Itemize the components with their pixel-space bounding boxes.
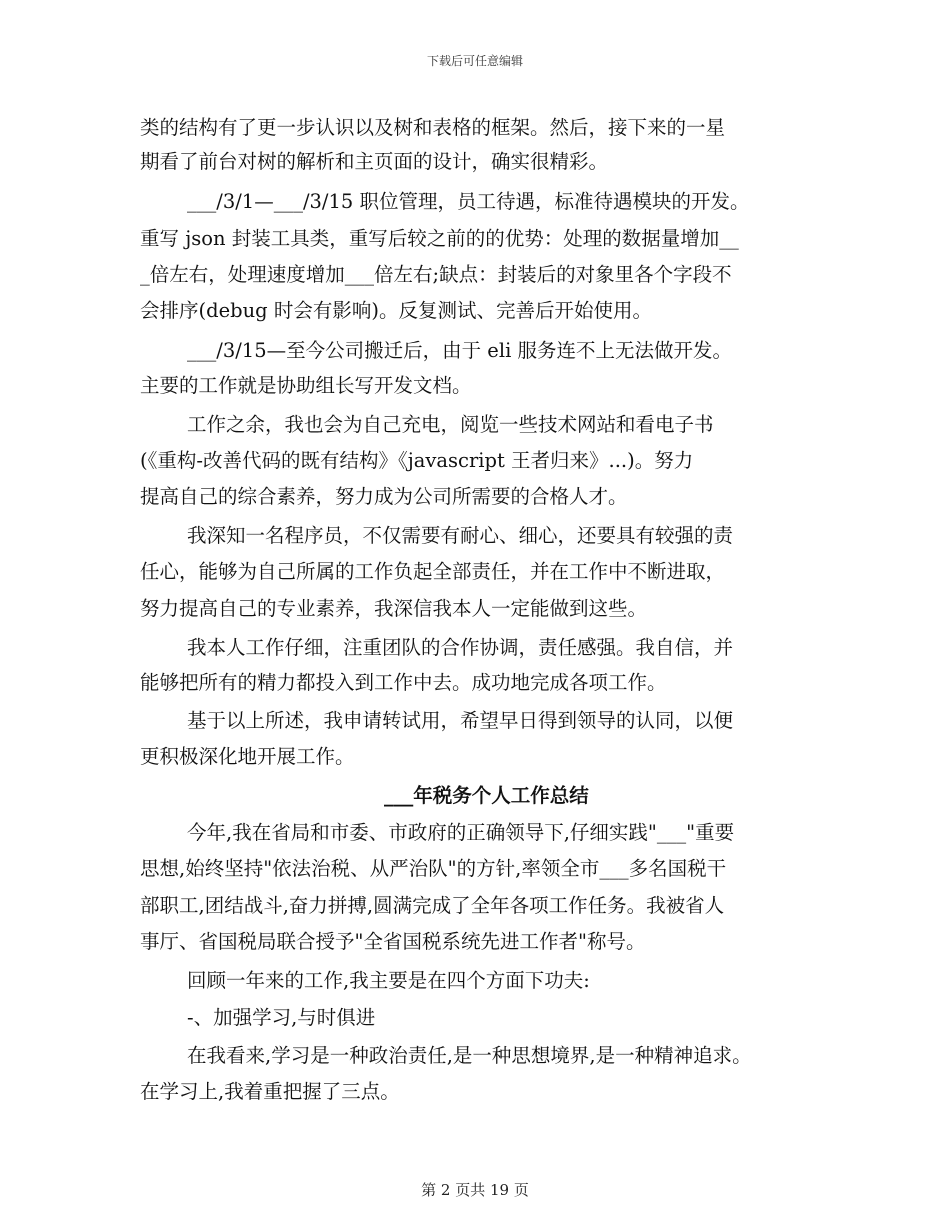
text-line-8: 主要的工作就是协助组长写开发文档。 — [140, 374, 472, 397]
text-line-7: ___/3/15—至今公司搬迁后，由于 eli 服务连不上无法做开发。 — [187, 339, 733, 362]
text-line-19: 今年,我在省局和市委、市政府的正确领导下,仔细实践"___"重要 — [187, 821, 735, 844]
text-line-21: 部职工,团结战斗,奋力拼搏,圆满完成了全年各项工作任务。我被省人 — [140, 894, 725, 917]
text-line-16: 能够把所有的精力都投入到工作中去。成功地完成各项工作。 — [140, 671, 667, 694]
text-line-5: _倍左右，处理速度增加___倍左右;缺点：封装后的对象里各个字段不 — [140, 263, 732, 286]
text-line-18: 更积极深化地开展工作。 — [140, 745, 355, 768]
text-line-20: 思想,始终坚持"依法治税、从严治队"的方针,率领全市___多名国税干 — [140, 857, 727, 880]
text-line-6: 会排序(debug 时会有影响)。反复测试、完善后开始使用。 — [140, 299, 652, 322]
text-line-22: 事厅、省国税局联合授予"全省国税系统先进工作者"称号。 — [140, 930, 646, 953]
text-line-17: 基于以上所述，我申请转试用，希望早日得到领导的认同，以便 — [187, 709, 734, 732]
text-line-11: 提高自己的综合素养，努力成为公司所需要的合格人才。 — [140, 485, 628, 508]
text-line-13: 任心，能够为自己所属的工作负起全部责任，并在工作中不断进取， — [140, 560, 726, 583]
page-header: 下载后可任意编辑 — [426, 54, 523, 68]
text-line-4: 重写 json 封装工具类，重写后较之前的的优势：处理的数据量增加__ — [140, 227, 739, 250]
text-line-10: (《重构-改善代码的既有结构》《javascript 王者归来》...)。努力 — [140, 449, 694, 472]
text-line-25: 在我看来,学习是一种政治责任,是一种思想境界,是一种精神追求。 — [187, 1044, 752, 1067]
text-line-9: 工作之余，我也会为自己充电，阅览一些技术网站和看电子书 — [187, 413, 714, 436]
text-line-3: ___/3/1—___/3/15 职位管理，员工待遇，标准待遇模块的开发。 — [187, 190, 750, 213]
text-line-1: 类的结构有了更一步认识以及树和表格的框架。然后，接下来的一星 — [140, 116, 726, 139]
text-line-2: 期看了前台对树的解析和主页面的设计，确实很精彩。 — [140, 150, 609, 173]
page-footer: 第 2 页共 19 页 — [421, 1181, 529, 1199]
text-line-14: 努力提高自己的专业素养，我深信我本人一定能做到这些。 — [140, 597, 648, 620]
text-line-15: 我本人工作仔细，注重团队的合作协调，责任感强。我自信，并 — [187, 636, 734, 659]
text-line-12: 我深知一名程序员，不仅需要有耐心、细心，还要具有较强的责 — [187, 524, 734, 547]
text-line-23: 回顾一年来的工作,我主要是在四个方面下功夫: — [187, 969, 590, 992]
text-line-26: 在学习上,我着重把握了三点。 — [140, 1080, 400, 1103]
section-title: ___年税务个人工作总结 — [384, 784, 589, 807]
text-line-24: -、加强学习,与时俱进 — [187, 1006, 376, 1029]
